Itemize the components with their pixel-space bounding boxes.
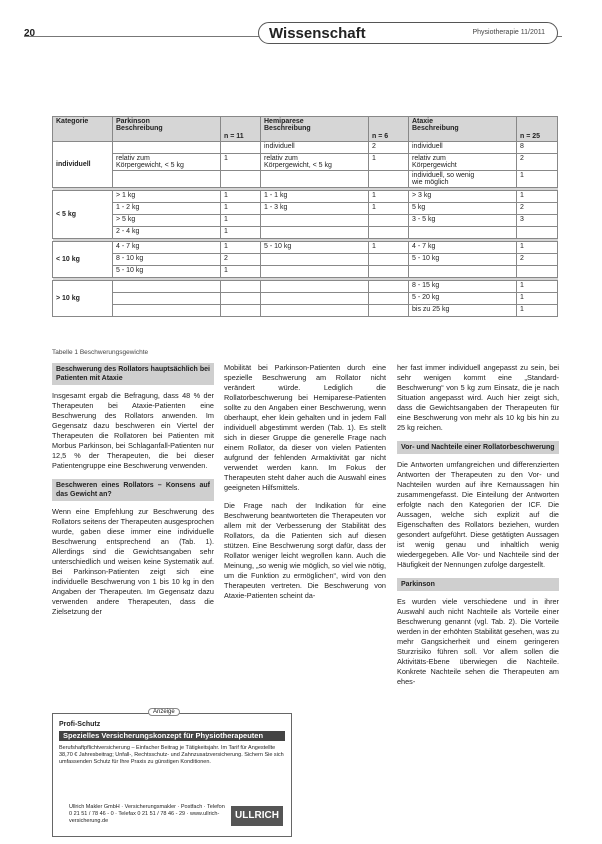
table-cell bbox=[221, 142, 261, 154]
table-cell bbox=[369, 254, 409, 266]
section-title: Wissenschaft bbox=[269, 25, 366, 42]
paragraph: Mobilität bei Parkinson-Patienten durch eine spezielle Beschwerung am Rollator nicht verändert würde. Lediglich die Rollatorbeschwerung bei Hemiparese-Patienten sollte zu den Angaben einer Beschwerung, wenn überhaupt, eher klein gehalten und in jedem Fall individuell abgestimmt werden (Tab. 1). Es stellt sich in dieser Gruppe die generelle Frage nach einem Rollator, da dieser von vielen Patienten aufgrund der fehlenden Armaktivität gar nicht verwendet werden kann. Im Fokus der Therapeuten steht daher auch die Auswahl eines geeigneten Hilfsmittels. bbox=[224, 363, 386, 492]
table-cell bbox=[409, 266, 517, 278]
section-title-box bbox=[258, 22, 558, 44]
paragraph: Es wurden viele verschiedene und in ihrer Auswahl auch nicht Nachteile als Vorteile einer Beschwerung genannt (vgl. Tab. 2). Die Vorteile werden in der erhöhten Stabilität gesehen, was zu mehr Gangsicherheit und einem geringeren Sturzrisiko führen soll. Vor allem sollen die Aktivitäts-Ebene überwiegen die Nachteile. Konkrete Nachteile sehen die Therapeuten am ehes- bbox=[397, 597, 559, 686]
table-cell: 5 - 10 kg bbox=[261, 242, 369, 254]
table-cell: 1 bbox=[221, 215, 261, 227]
table-cell bbox=[261, 305, 369, 317]
subheading: Vor- und Nachteile einer Rollatorbeschwerung bbox=[397, 441, 559, 454]
table-cell: 1 bbox=[517, 242, 558, 254]
category-cell: individuell bbox=[53, 142, 113, 188]
text-column-2 bbox=[224, 363, 386, 609]
table-cell: 5 - 10 kg bbox=[113, 266, 221, 278]
table-cell bbox=[113, 171, 221, 188]
table-row bbox=[53, 254, 558, 266]
table-cell: 3 - 5 kg bbox=[409, 215, 517, 227]
category-cell: < 5 kg bbox=[53, 191, 113, 239]
table-row bbox=[53, 293, 558, 305]
table-cell bbox=[221, 281, 261, 293]
journal-name: Physiotherapie 11/2011 bbox=[472, 29, 545, 36]
table-cell bbox=[261, 254, 369, 266]
table-cell: bis zu 25 kg bbox=[409, 305, 517, 317]
table-cell: individuell, so wenig wie möglich bbox=[409, 171, 517, 188]
table-cell bbox=[517, 266, 558, 278]
advertisement[interactable] bbox=[52, 709, 292, 837]
ad-headline: Spezielles Versicherungskonzept für Physiotherapeuten bbox=[59, 731, 285, 741]
paragraph: Wenn eine Empfehlung zur Beschwerung des Rollators seitens der Therapeuten ausgesprochen wurde, gaben diese immer eine individuelle Beschwerung entsprechend an (Tab. 1). Allerdings sind die Gewichtsangaben sehr unterschiedlich und weisen keine Systematik auf. Bei Parkinson-Patienten zeigt sich eine individuelle Beschwerung von 1 bis 10 kg in den Angaben der Therapeuten. Im Gegensatz dazu verwenden andere Therapeuten, dass die Zielsetzung der bbox=[52, 507, 214, 616]
header-ataxie: Ataxie Beschreibung bbox=[409, 117, 517, 142]
table-cell bbox=[221, 305, 261, 317]
paragraph: her fast immer individuell angepasst zu sein, bei sehr wenigen kommt eine „Standard-Beschwerung“ von 5 kg zum Einsatz, die je nach Situation angepasst wird. Auch hier zeigt sich, dass die Gewichtsangaben der Therapeuten für eine Beschwerung von mehr als 10 kg bis hin zu 25 kg reichen. bbox=[397, 363, 559, 432]
table-cell bbox=[221, 293, 261, 305]
ullrich-logo: ULLRICH bbox=[231, 806, 283, 826]
table-cell bbox=[517, 227, 558, 239]
table-cell: 2 bbox=[517, 203, 558, 215]
table-row bbox=[53, 266, 558, 278]
text-column-3 bbox=[397, 363, 559, 695]
table-cell bbox=[261, 266, 369, 278]
table-cell: 2 bbox=[369, 142, 409, 154]
header-parkinson: Parkinson Beschreibung bbox=[113, 117, 221, 142]
table-cell bbox=[369, 266, 409, 278]
ad-body: Berufshaftpflichtversicherung – Einfacher Beitrag je Tätigkeitsjahr. Im Tarif für Angestellte 38,70 € Jahresbeitrag; Unfall-, Rechtsschutz- und Zahnzusatzversicherung. Sichern Sie sich umfassenden Schutz für Ihre Praxis zu günstigen Konditionen. bbox=[59, 745, 284, 765]
table-caption: Tabelle 1 Beschwerungsgewichte bbox=[52, 349, 149, 356]
table-cell: > 5 kg bbox=[113, 215, 221, 227]
table-cell: 2 bbox=[517, 154, 558, 171]
table-cell: 4 - 7 kg bbox=[113, 242, 221, 254]
table-row bbox=[53, 142, 558, 154]
subheading: Beschwerung des Rollators hauptsächlich bei Patienten mit Ataxie bbox=[52, 363, 214, 385]
table-row bbox=[53, 203, 558, 215]
table-cell: 2 bbox=[517, 254, 558, 266]
table-cell bbox=[113, 142, 221, 154]
table-cell: 1 bbox=[369, 154, 409, 171]
table-cell: individuell bbox=[261, 142, 369, 154]
table-cell: 1 bbox=[221, 191, 261, 203]
subheading: Parkinson bbox=[397, 578, 559, 591]
table-cell: 5 - 20 kg bbox=[409, 293, 517, 305]
header-n-parkinson: n = 11 bbox=[221, 117, 261, 142]
table-cell bbox=[261, 227, 369, 239]
table-row bbox=[53, 242, 558, 254]
table-cell: 1 bbox=[221, 242, 261, 254]
table-cell bbox=[369, 281, 409, 293]
table-cell: individuell bbox=[409, 142, 517, 154]
table-cell bbox=[113, 305, 221, 317]
table-cell: 1 bbox=[517, 281, 558, 293]
table-cell: 1 bbox=[221, 203, 261, 215]
table-cell: 1 bbox=[221, 154, 261, 171]
ad-label: Anzeige bbox=[148, 708, 180, 716]
table-cell: 1 - 2 kg bbox=[113, 203, 221, 215]
table-cell bbox=[261, 293, 369, 305]
table-cell bbox=[261, 171, 369, 188]
table-cell: 1 bbox=[517, 305, 558, 317]
table-cell bbox=[261, 215, 369, 227]
weights-table bbox=[52, 116, 558, 317]
table-header-row bbox=[53, 117, 558, 142]
ad-contact-area bbox=[59, 800, 285, 832]
table-cell: 8 - 10 kg bbox=[113, 254, 221, 266]
table-cell bbox=[369, 293, 409, 305]
table-cell bbox=[369, 215, 409, 227]
category-cell: < 10 kg bbox=[53, 242, 113, 278]
table-cell: relativ zum Körpergewicht bbox=[409, 154, 517, 171]
table-cell: > 1 kg bbox=[113, 191, 221, 203]
header-hemiparese: Hemiparese Beschreibung bbox=[261, 117, 369, 142]
table-cell: 1 bbox=[369, 203, 409, 215]
table-cell bbox=[409, 227, 517, 239]
table-cell: 2 bbox=[221, 254, 261, 266]
table-row bbox=[53, 191, 558, 203]
table-cell: 1 bbox=[221, 227, 261, 239]
text-column-1 bbox=[52, 363, 214, 625]
table-cell: 2 - 4 kg bbox=[113, 227, 221, 239]
table-cell: 5 kg bbox=[409, 203, 517, 215]
table-cell: 1 bbox=[369, 191, 409, 203]
page-number: 20 bbox=[24, 28, 36, 39]
table-cell: 4 - 7 kg bbox=[409, 242, 517, 254]
header-n-hemiparese: n = 6 bbox=[369, 117, 409, 142]
category-cell: > 10 kg bbox=[53, 281, 113, 317]
table-row bbox=[53, 215, 558, 227]
subheading: Beschweren eines Rollators – Konsens auf das Gewicht an? bbox=[52, 479, 214, 501]
table-cell: relativ zum Körpergewicht, < 5 kg bbox=[261, 154, 369, 171]
table-cell: relativ zum Körpergewicht, < 5 kg bbox=[113, 154, 221, 171]
table-row bbox=[53, 281, 558, 293]
table-cell bbox=[261, 281, 369, 293]
ad-address: Ullrich Makler GmbH · Versicherungsmakler · Postfach · Telefon 0 21 51 / 78 46 - 0 · Telefax 0 21 51 / 78 46 - 29 · www.ullrich-versicherung.de bbox=[69, 804, 225, 824]
table-row bbox=[53, 227, 558, 239]
table-cell: 8 - 15 kg bbox=[409, 281, 517, 293]
header-n-ataxie: n = 25 bbox=[517, 117, 558, 142]
ad-profession: Profi-Schutz bbox=[59, 721, 101, 728]
table-cell: 1 bbox=[517, 293, 558, 305]
table-cell bbox=[369, 305, 409, 317]
table-cell bbox=[113, 281, 221, 293]
table-cell bbox=[221, 171, 261, 188]
table-cell: 5 - 10 kg bbox=[409, 254, 517, 266]
table-cell: 8 bbox=[517, 142, 558, 154]
table-cell: 3 bbox=[517, 215, 558, 227]
table-cell: 1 - 3 kg bbox=[261, 203, 369, 215]
table-cell: > 3 kg bbox=[409, 191, 517, 203]
paragraph: Die Frage nach der Indikation für eine Beschwerung beantworteten die Therapeuten vor allem mit der Verbesserung der Stabilität des Rollators, da die Patienten sich auf diesen stützen. Eine Beschwerung sorgt dafür, dass der Rollator weniger leicht wegrollen kann. Auch die Meinung, „so wenig wie möglich, so viel wie nötig, um die Funktion zu ermöglichen“, wird von den Therapeuten vertreten. Die Beschwerung von Ataxie-Patienten scheint da- bbox=[224, 501, 386, 600]
table-cell: 1 - 1 kg bbox=[261, 191, 369, 203]
table-cell: 1 bbox=[221, 266, 261, 278]
table-row bbox=[53, 154, 558, 171]
table-cell: 1 bbox=[369, 242, 409, 254]
table-cell bbox=[369, 171, 409, 188]
paragraph: Die Antworten umfangreichen und differenzierten Antworten der Therapeuten zu den Vor- und Nachteilen wurden auf ihre Kernaussagen hin zusammengefasst. Die Einteilung der Antworten erfolgte nach den Kategorien der ICF. Die Aussagen, welche sich explizit auf die Eigenschaften des Rollators beziehen, wurden gesondert aufgeführt. Diese getätigten Aussagen ist wenig genau und inhaltlich wenig wiedergegeben. Alle Vor- und Nachteile sind der Häufigkeit der Nennungen zufolge dargestellt. bbox=[397, 460, 559, 569]
table-row bbox=[53, 171, 558, 188]
table-cell bbox=[369, 227, 409, 239]
table-cell: 1 bbox=[517, 171, 558, 188]
paragraph: Insgesamt ergab die Befragung, dass 48 % der Therapeuten bei Ataxie-Patienten eine Beschwerung des Rollators anwenden. Im Gegensatz dazu beschweren ein Viertel der Therapeuten die Rollatoren bei Patienten mit Morbus Parkinson, bei Schlaganfall-Patienten nur 12,5 % der Therapeuten, die bei dieser Patientengruppe eine Beschwerung verwenden. bbox=[52, 391, 214, 470]
table-row bbox=[53, 305, 558, 317]
header-kategorie: Kategorie bbox=[53, 117, 113, 142]
table-cell: 1 bbox=[517, 191, 558, 203]
table-cell bbox=[113, 293, 221, 305]
